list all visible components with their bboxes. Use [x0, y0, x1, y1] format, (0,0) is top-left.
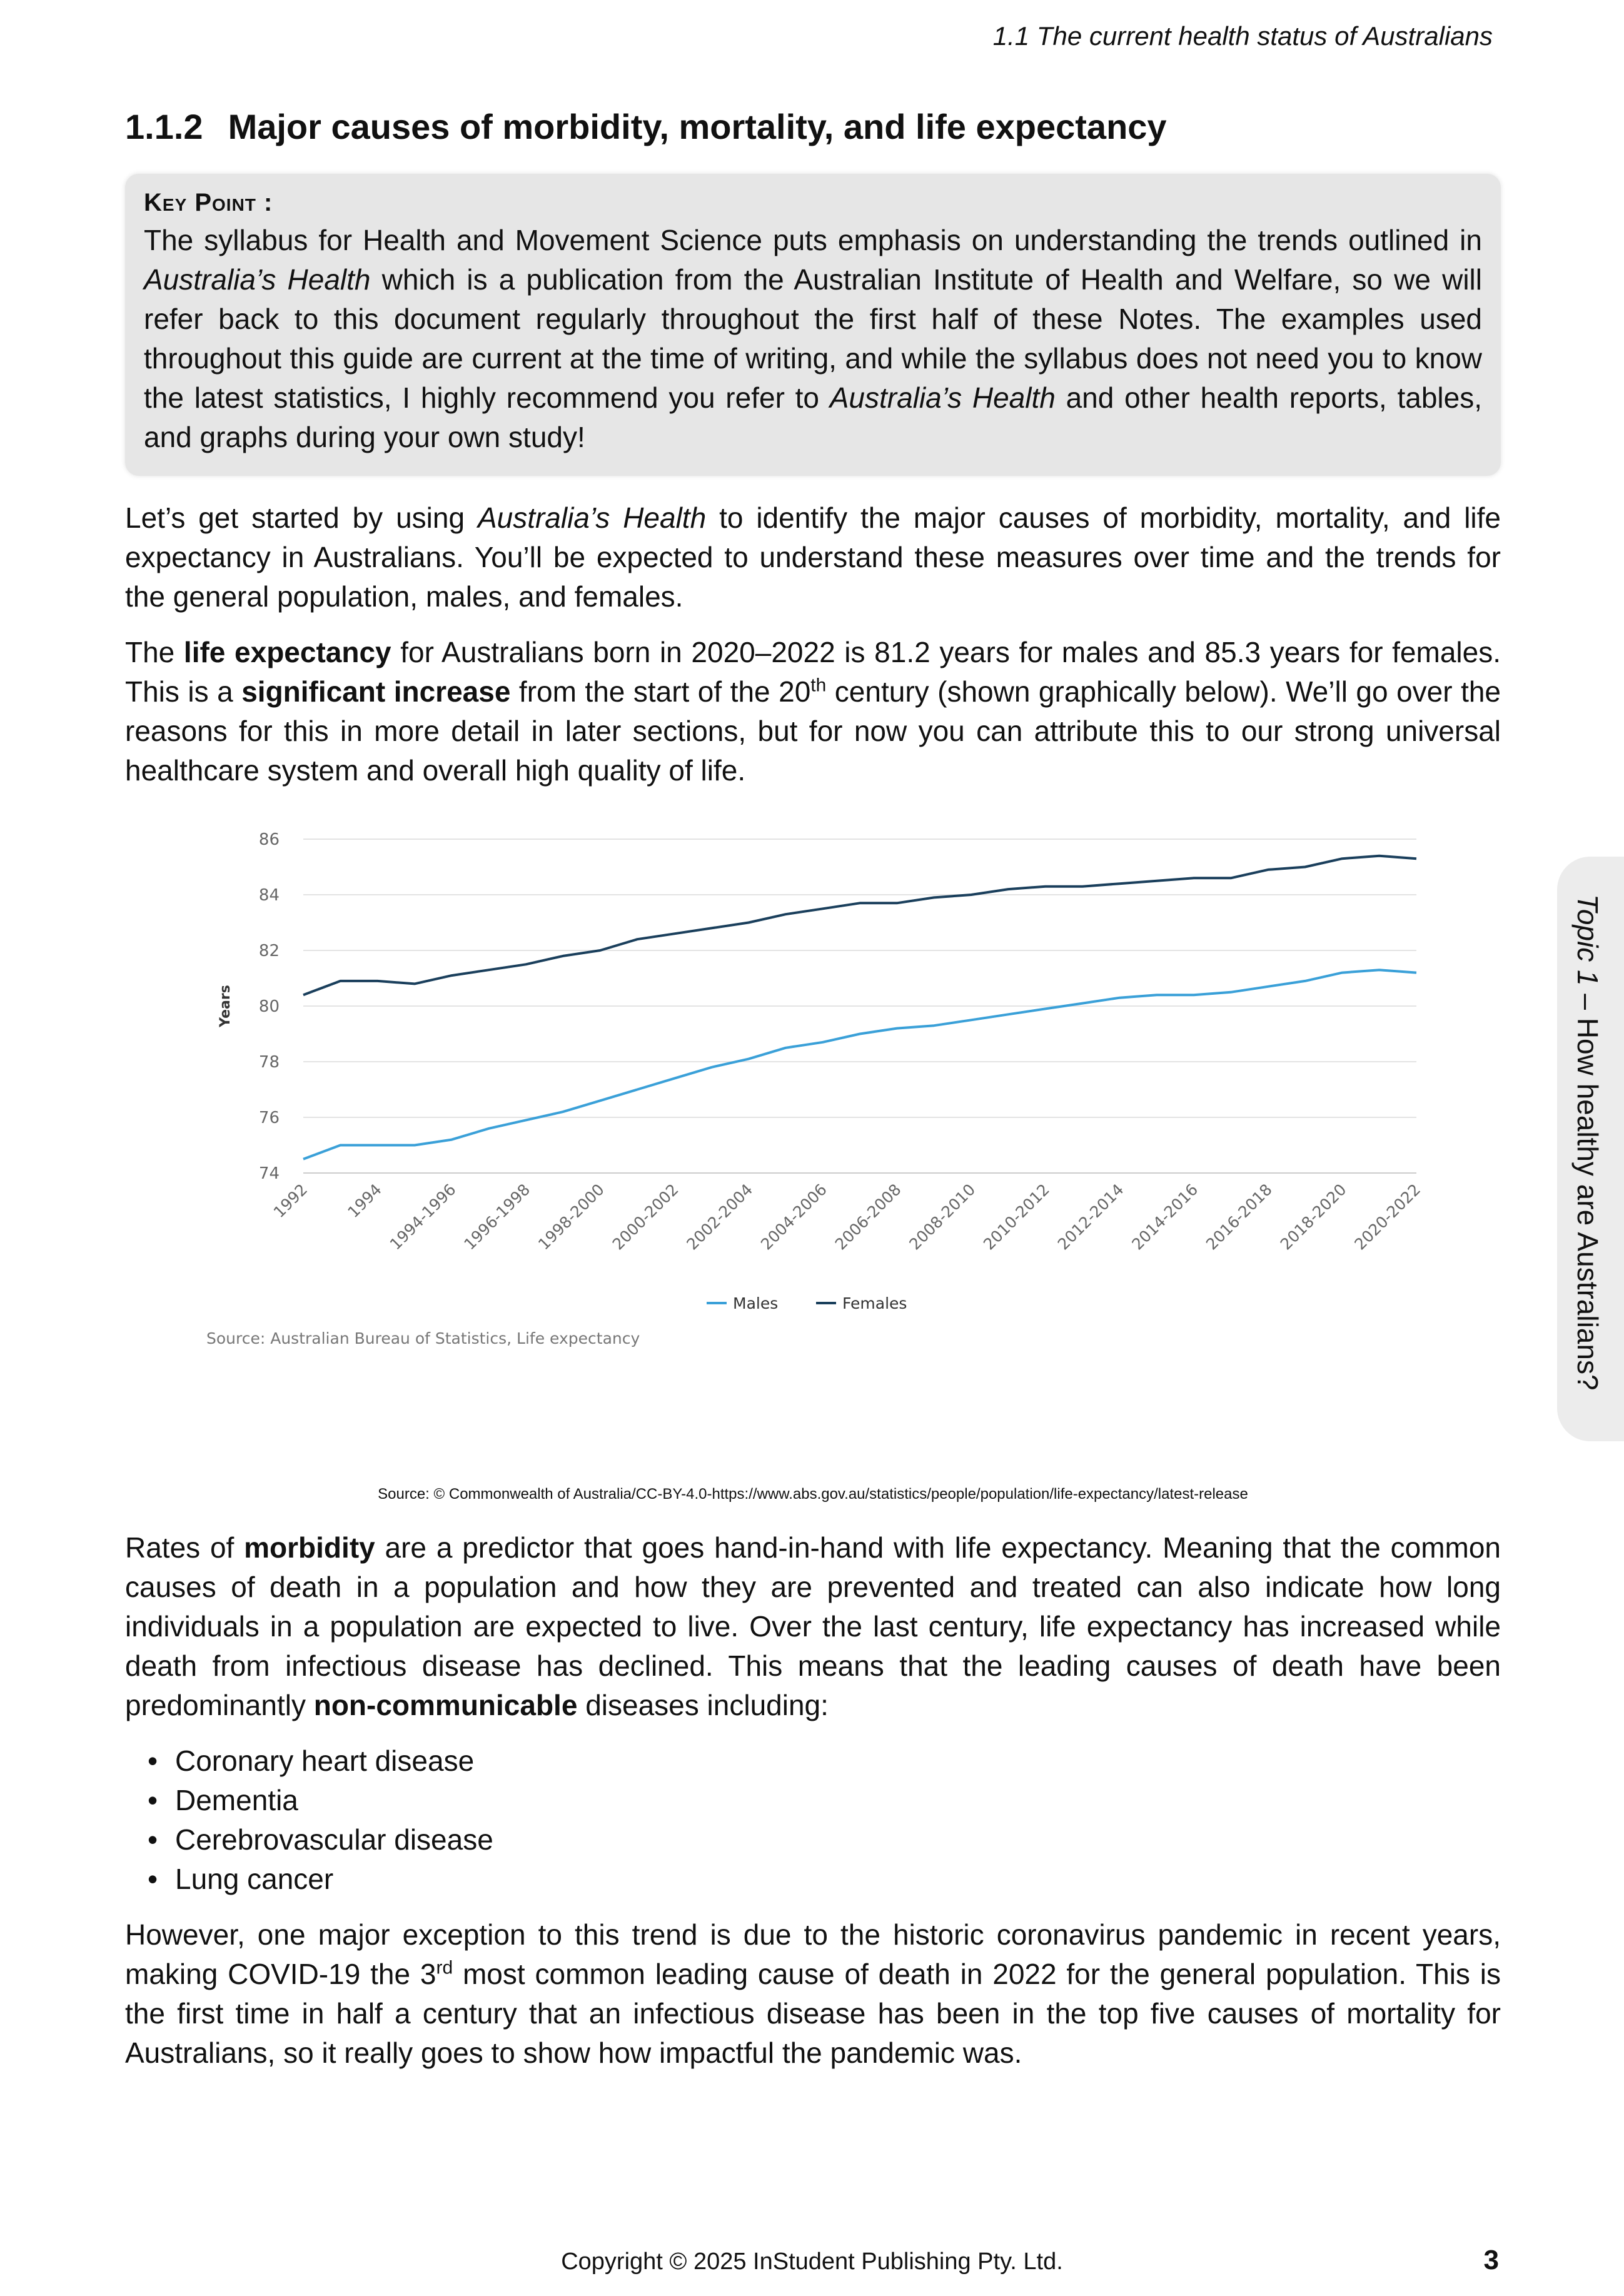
y-tick-label: 84	[258, 886, 280, 905]
topic-side-tab-label	[1571, 894, 1605, 1391]
x-tick-label: 1996-1998	[460, 1180, 534, 1254]
kp-text-2: which is a publication from the Australian Institute of Health and Welfare, so we will refer back to this document regularly throughout the first half of these Notes. The examples used throughout this guide are current at the time of writing, and while the syllabus does not need you to know the latest statistics, I highly recommend you refer to	[144, 263, 1482, 414]
y-axis-label: Years	[218, 985, 233, 1027]
topic-title: How healthy are Australians?	[1571, 1017, 1604, 1391]
topic-number: Topic 1	[1571, 894, 1604, 986]
life-expectancy-chart	[125, 809, 1501, 1503]
list-item: • Coronary heart disease	[175, 1741, 1501, 1781]
kp-publication-2: Australia’s Health	[829, 381, 1056, 414]
list-item: • Lung cancer	[175, 1860, 1501, 1899]
x-tick-label: 2006-2008	[831, 1180, 905, 1254]
paragraph-intro: Let’s get started by using Australia’s Health to identify the major causes of morbidity, mortality, and life expectancy in Australians. You’ll be expected to understand these measures over time and the trends for the general population, males, and females.	[125, 501, 1501, 613]
x-tick-label: 1998-2000	[535, 1180, 608, 1254]
key-point-box	[125, 174, 1501, 476]
section-heading	[125, 105, 1501, 149]
key-point-heading: Key Point :	[144, 189, 273, 216]
chart-source-note: Source: Australian Bureau of Statistics, Life expectancy	[206, 1329, 640, 1347]
paragraph-life-expectancy: The life expectancy for Australians born in 2020–2022 is 81.2 years for males and 85.3 years for females. This is a significant increase from the start of the 20th century (shown graphically below). We’ll go over the reasons for this in more detail in later sections, but for now you can attribute this to our strong universal healthcare system and overall high quality of life.	[125, 636, 1501, 787]
causes-list	[125, 1741, 1501, 1899]
chart-caption: Source: © Commonwealth of Australia/CC-BY-4.0-https://www.abs.gov.au/statistics/people/population/life-expectancy/latest-release	[378, 1486, 1248, 1503]
y-tick-label: 80	[258, 997, 280, 1016]
list-item: • Dementia	[175, 1781, 1501, 1820]
list-item: • Cerebrovascular disease	[175, 1820, 1501, 1860]
kp-publication-1: Australia’s Health	[144, 263, 371, 296]
x-tick-label: 1994	[344, 1180, 385, 1222]
series-line-males	[303, 970, 1416, 1159]
x-tick-label: 2014-2016	[1128, 1180, 1202, 1254]
y-tick-label: 86	[258, 830, 280, 849]
page-content	[125, 105, 1501, 2089]
y-tick-label: 82	[258, 942, 280, 960]
kp-text-3: and other health reports, tables, and graphs during your own study!	[144, 381, 1482, 453]
x-tick-label: 2008-2010	[905, 1180, 979, 1254]
x-tick-label: 1994-1996	[386, 1180, 460, 1254]
topic-dash: –	[1571, 985, 1604, 1018]
legend-entry-males: Males	[733, 1294, 779, 1312]
x-tick-label: 2020-2022	[1351, 1180, 1425, 1254]
x-tick-label: 2002-2004	[683, 1180, 757, 1254]
series-line-females	[303, 856, 1416, 995]
y-tick-label: 78	[258, 1053, 280, 1072]
running-header: 1.1 The current health status of Australians	[992, 21, 1493, 51]
page-number: 3	[1483, 2245, 1499, 2275]
x-tick-label: 2018-2020	[1276, 1180, 1350, 1254]
paragraph-morbidity: Rates of morbidity are a predictor that goes hand-in-hand with life expectancy. Meaning that the common causes of death in a population and how they are prevented and treated can also indicate how long individuals in a population are expected to live. Over the last century, life expectancy has increased while death from infectious disease has declined. This means that the leading causes of death have been predominantly non-communicable diseases including:	[125, 1531, 1501, 1721]
x-tick-label: 2004-2006	[757, 1180, 830, 1254]
kp-text-1: The syllabus for Health and Movement Science puts emphasis on understanding the trends outlined in	[144, 224, 1482, 256]
x-tick-label: 2000-2002	[608, 1180, 682, 1254]
section-title: Major causes of morbidity, mortality, and life expectancy	[228, 107, 1167, 146]
x-tick-label: 2016-2018	[1203, 1180, 1276, 1254]
y-tick-label: 74	[258, 1164, 280, 1183]
footer-copyright: Copyright © 2025 InStudent Publishing Pty. Ltd.	[561, 2248, 1063, 2275]
key-point-text	[144, 221, 1482, 457]
paragraph-covid: However, one major exception to this trend is due to the historic coronavirus pandemic in recent years, making COVID-19 the 3rd most common leading cause of death in 2022 for the general population. This is the first time in half a century that an infectious disease has been in the top five causes of mortality for Australians, so it really goes to show how impactful the pandemic was.	[125, 1918, 1501, 2069]
x-tick-label: 1992	[270, 1180, 311, 1222]
section-number: 1.1.2	[125, 107, 203, 146]
chart-svg	[125, 809, 1501, 1469]
y-tick-label: 76	[258, 1109, 280, 1127]
legend-entry-females: Females	[842, 1294, 907, 1312]
x-tick-label: 2012-2014	[1054, 1180, 1127, 1254]
x-tick-label: 2010-2012	[980, 1180, 1053, 1254]
